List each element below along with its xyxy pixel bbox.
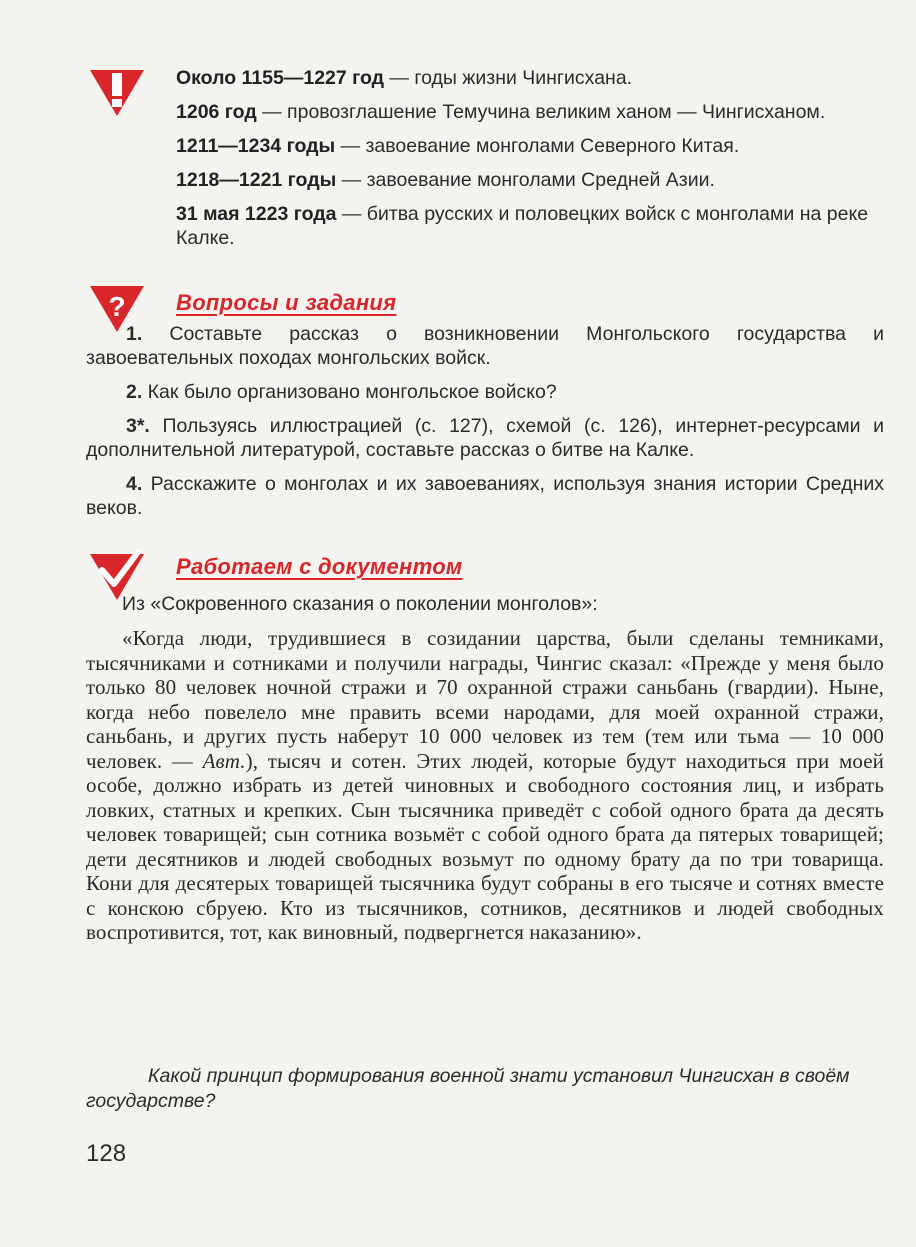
question-item — [86, 380, 884, 404]
date-description: — провозглашение Темучина великим ханом — Чингисханом. — [256, 101, 826, 123]
question-item — [86, 322, 884, 370]
date-description: — годы жизни Чингисхана. — [384, 67, 633, 89]
date-entry — [176, 134, 884, 158]
question-number: 1. — [126, 323, 143, 345]
page-number: 128 — [86, 1140, 127, 1167]
question-number: 2. — [126, 381, 143, 403]
question-text: Расскажите о монголах и их завоеваниях, используя знания истории Средних веков. — [86, 473, 884, 519]
document-quote — [86, 626, 884, 945]
question-number: 4. — [126, 473, 143, 495]
questions-list — [86, 322, 884, 530]
quote-text: «Когда люди, трудившиеся в созидании царства, были сделаны темниками, тысячниками и сотниками и получили награды, Чингис сказал: «Прежде у меня было только 80 человек ночной стражи и 70 охранной стражи саньбань (гвардии). Ныне, когда небо повелело мне править всеми народами, для моей охранной стражи, саньбань, и других пусть наберут 10 000 человек из тем (тем или тьма — 10 000 человек. — — [86, 626, 884, 773]
document-heading: Работаем с документом — [176, 554, 463, 579]
date-label: 1211—1234 годы — [176, 135, 336, 157]
date-entry — [176, 100, 884, 124]
question-number: 3*. — [126, 415, 150, 437]
date-description: — завоевание монголами Средней Азии. — [336, 169, 715, 191]
date-entry — [176, 202, 884, 250]
question-text: Составьте рассказ о возникновении Монгольского государства и завоевательных походах монгольских войск. — [86, 323, 884, 369]
date-label: 1218—1221 годы — [176, 169, 337, 191]
question-text: Пользуясь иллюстрацией (с. 127), схемой (с. 126), интернет-ресурсами и дополнительной литературой, составьте рассказ о битве на Калке. — [86, 415, 884, 461]
quote-author-note: Авт. — [202, 748, 246, 773]
question-item — [86, 472, 884, 520]
date-label: 1206 год — [176, 101, 257, 123]
exclamation-triangle-icon — [86, 64, 148, 120]
date-description: — завоевание монголами Северного Китая. — [335, 135, 740, 157]
date-entry — [176, 168, 884, 192]
document-question: Какой принцип формирования военной знати установил Чингисхан в своём государстве? — [86, 1065, 850, 1112]
date-label: Около 1155—1227 год — [176, 67, 385, 89]
questions-heading: Вопросы и задания — [176, 290, 397, 315]
key-dates-list — [176, 66, 884, 260]
date-description: — битва русских и половецких войск с монголами на реке Калке. — [176, 203, 869, 249]
question-item — [86, 414, 884, 462]
quote-text: ), тысяч и сотен. Этих людей, которые будут находиться при моей особе, должно избрать из детей чиновных и свободного состояния лиц, и избрать ловких, статных и крепких. Сын тысячника приведёт с собой одного брата да десять человек товарищей; сын сотника возьмёт с собой одного брата да пятерых товарищей; дети десятников и людей свободных возьмут по одному брату да по три товарища. Кони для десятерых товарищей тысячника будут собраны в его тысяче и сотнях вместе с конскою сбруею. Кто из тысячников, сотников, десятников и людей свободных воспротивится, тот, как виновный, подвергнется наказанию». — [86, 748, 884, 944]
document-intro: Из «Сокровенного сказания о поколении монголов»: — [122, 593, 598, 615]
svg-text:?: ? — [108, 291, 126, 322]
question-text: Как было организовано монгольское войско? — [142, 381, 557, 403]
date-entry — [176, 66, 884, 90]
date-label: 31 мая 1223 года — [176, 203, 337, 225]
